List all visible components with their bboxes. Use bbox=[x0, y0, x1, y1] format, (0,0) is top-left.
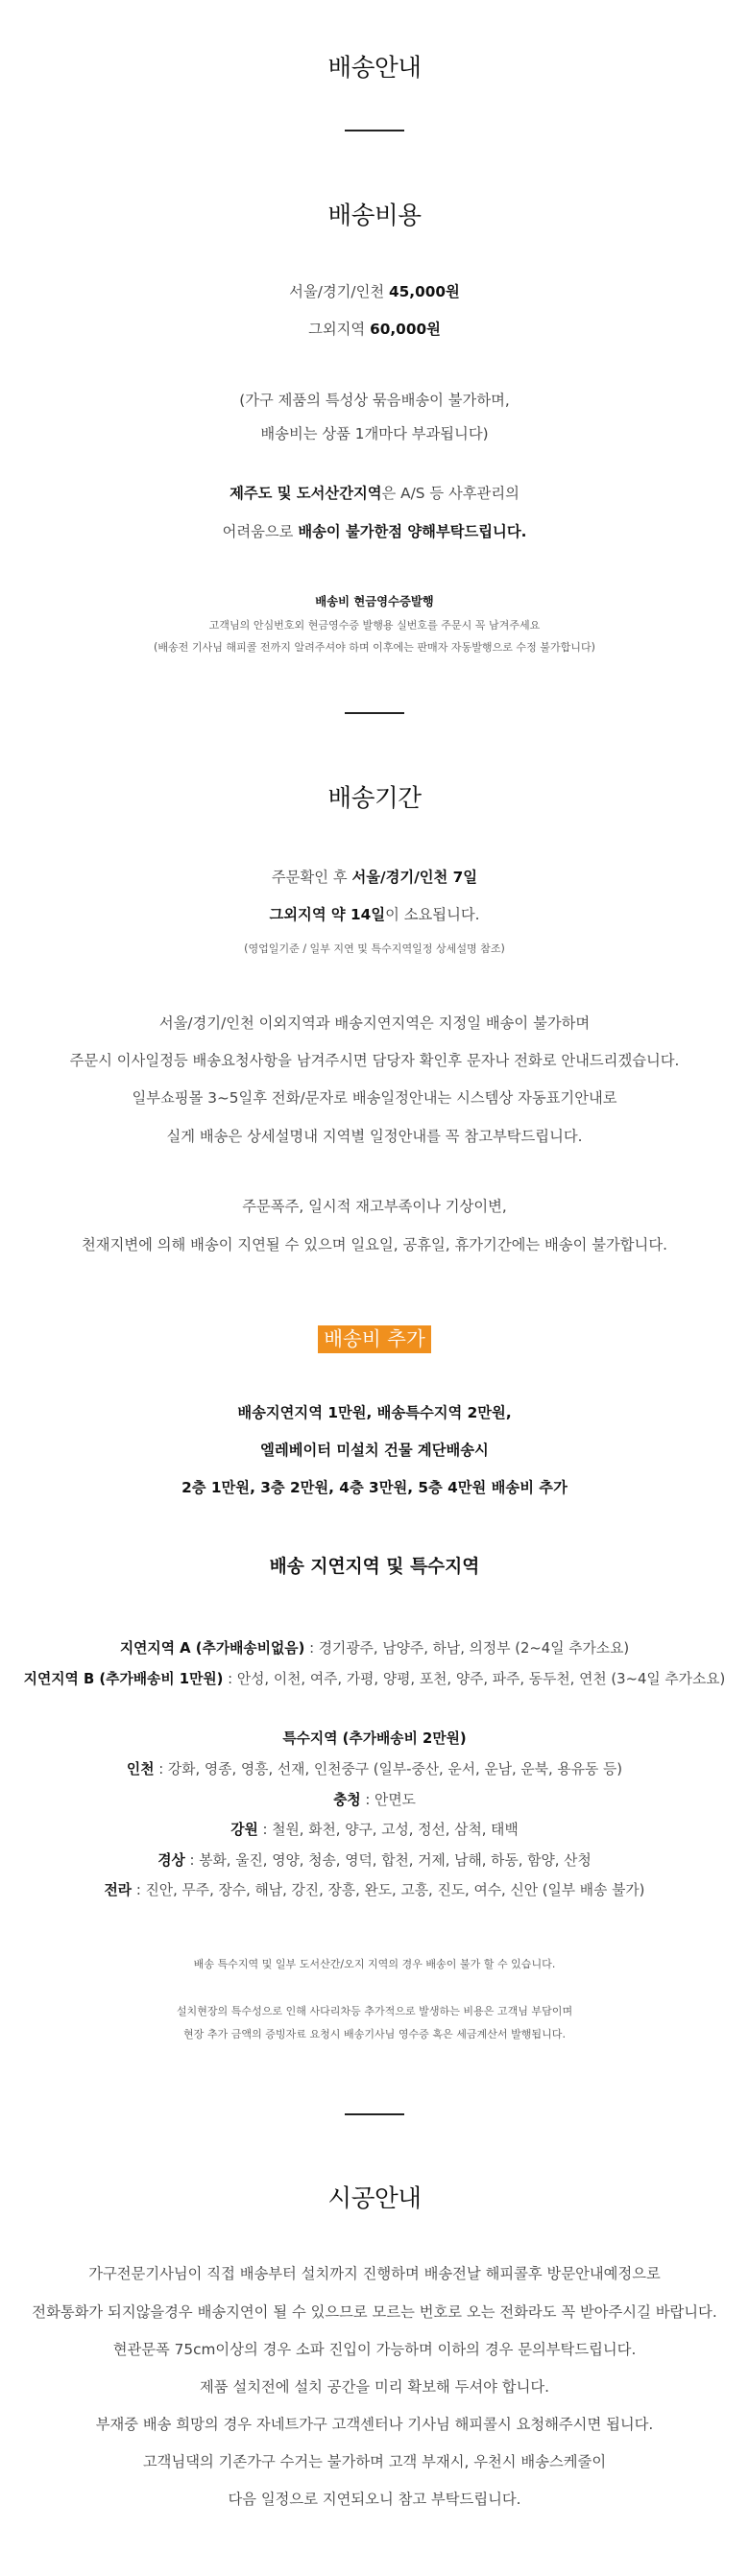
period-line-3: (영업일기준 / 일부 지연 및 특수지역일정 상세설명 참조) bbox=[244, 942, 505, 955]
special-zone-row: 강원 : 철원, 화천, 양구, 고성, 정선, 삼척, 태백 bbox=[230, 1822, 519, 1838]
period-line-1: 주문확인 후 서울/경기/인천 7일 bbox=[271, 869, 478, 886]
metro-price: 45,000원 bbox=[389, 283, 460, 300]
cost-line-other: 그외지역 60,000원 bbox=[308, 321, 441, 338]
divider bbox=[345, 2113, 404, 2115]
install-line: 현관문폭 75cm이상의 경우 소파 진입이 가능하며 이하의 경우 문의부탁드립니다. bbox=[112, 2341, 637, 2358]
cost-note-1: (가구 제품의 특성상 묶음배송이 불가하며, bbox=[239, 392, 510, 409]
extra-line: 엘레베이터 미설치 건물 계단배송시 bbox=[260, 1442, 489, 1459]
delay-special-heading: 배송 지연지역 및 특수지역 bbox=[269, 1557, 480, 1577]
special-zone-row: 전라 : 진안, 무주, 장수, 해남, 강진, 장흥, 완도, 고흥, 진도, 여수, 신안 (일부 배송 불가) bbox=[104, 1882, 645, 1898]
period-para-line: 일부쇼핑몰 3~5일후 전화/문자로 배송일정안내는 시스템상 자동표기안내로 bbox=[132, 1089, 617, 1107]
special-note-3: 현장 추가 금액의 증빙자료 요청시 배송기사님 영수증 혹은 세금계산서 발행됩니다. bbox=[183, 2028, 566, 2040]
special-zone-row: 경상 : 봉화, 울진, 영양, 청송, 영덕, 합천, 거제, 남해, 하동, 함양, 산청 bbox=[157, 1852, 592, 1869]
delay-zone-a: 지연지역 A (추가배송비없음) : 경기광주, 남양주, 하남, 의정부 (2~4일 추가소요) bbox=[119, 1640, 630, 1657]
delay-zone-b: 지연지역 B (추가배송비 1만원) : 안성, 이천, 여주, 가평, 양평, 포천, 양주, 파주, 동두천, 연천 (3~4일 추가소요) bbox=[23, 1671, 726, 1687]
extra-fee-badge: 배송비 추가 bbox=[318, 1325, 431, 1353]
special-zone-title: 특수지역 (추가배송비 2만원) bbox=[282, 1730, 467, 1747]
special-zone-row: 충청 : 안면도 bbox=[333, 1792, 416, 1808]
special-note-2: 설치현장의 특수성으로 인해 사다리차등 추가적으로 발생하는 비용은 고객님 부담이며 bbox=[176, 2005, 573, 2017]
install-line: 전화통화가 되지않을경우 배송지연이 될 수 있으므로 모르는 번호로 오는 전화라도 꼭 받아주시길 바랍니다. bbox=[32, 2303, 717, 2321]
extra-fee-badge-row bbox=[0, 1325, 749, 1353]
install-line: 다음 일정으로 지연되오니 참고 부탁드립니다. bbox=[228, 2491, 521, 2508]
receipt-title: 배송비 현금영수증발행 bbox=[315, 595, 434, 608]
other-price: 60,000원 bbox=[370, 321, 441, 338]
period-heading: 배송기간 bbox=[327, 784, 422, 813]
period-para-line: 주문시 이사일정등 배송요청사항을 남겨주시면 담당자 확인후 문자나 전화로 안내드리겠습니다. bbox=[69, 1052, 680, 1069]
island-line-2: 어려움으로 배송이 불가한점 양해부탁드립니다. bbox=[222, 523, 527, 540]
extra-line: 2층 1만원, 3층 2만원, 4층 3만원, 5층 4만원 배송비 추가 bbox=[181, 1479, 568, 1496]
special-note-1: 배송 특수지역 및 일부 도서산간/오지 지역의 경우 배송이 불가 할 수 있습니다. bbox=[193, 1958, 556, 1970]
install-heading: 시공안내 bbox=[327, 2184, 422, 2213]
divider bbox=[345, 712, 404, 714]
cost-line-metro: 서울/경기/인천 45,000원 bbox=[289, 283, 460, 300]
receipt-line-2: (배송전 기사님 해피콜 전까지 알려주셔야 하며 이후에는 판매자 자동발행으로 수정 불가합니다) bbox=[154, 641, 595, 654]
island-line-1: 제주도 및 도서산간지역은 A/S 등 사후관리의 bbox=[230, 485, 519, 502]
divider bbox=[345, 130, 404, 131]
receipt-line-1: 고객님의 안심번호외 현금영수증 발행용 실번호를 주문시 꼭 남겨주세요 bbox=[208, 619, 541, 632]
page-title: 배송안내 bbox=[327, 54, 422, 83]
period-para-line: 천재지변에 의해 배송이 지연될 수 있으며 일요일, 공휴일, 휴가기간에는 배송이 불가합니다. bbox=[82, 1236, 667, 1253]
install-line: 부재중 배송 희망의 경우 자네트가구 고객센터나 기사님 해피콜시 요청해주시면 됩니다. bbox=[95, 2416, 654, 2433]
extra-line: 배송지연지역 1만원, 배송특수지역 2만원, bbox=[237, 1404, 512, 1421]
special-zone-row: 인천 : 강화, 영종, 영흥, 선재, 인천중구 (일부-중산, 운서, 운남, 운북, 용유동 등) bbox=[126, 1761, 623, 1777]
install-line: 제품 설치전에 설치 공간을 미리 확보해 두셔야 합니다. bbox=[200, 2378, 549, 2396]
install-line: 고객님댁의 기존가구 수거는 불가하며 고객 부재시, 우천시 배송스케줄이 bbox=[142, 2453, 607, 2470]
install-line: 가구전문기사님이 직접 배송부터 설치까지 진행하며 배송전날 해피콜후 방문안내예정으로 bbox=[88, 2265, 661, 2282]
period-line-2: 그외지역 약 14일이 소요됩니다. bbox=[269, 906, 480, 923]
cost-heading: 배송비용 bbox=[327, 202, 422, 230]
period-para-line: 주문폭주, 일시적 재고부족이나 기상이변, bbox=[242, 1198, 507, 1215]
period-para-line: 실게 배송은 상세설명내 지역별 일정안내를 꼭 참고부탁드립니다. bbox=[166, 1128, 583, 1145]
period-para-line: 서울/경기/인천 이외지역과 배송지연지역은 지정일 배송이 불가하며 bbox=[158, 1014, 591, 1032]
cost-note-2: 배송비는 상품 1개마다 부과됩니다) bbox=[260, 425, 489, 442]
